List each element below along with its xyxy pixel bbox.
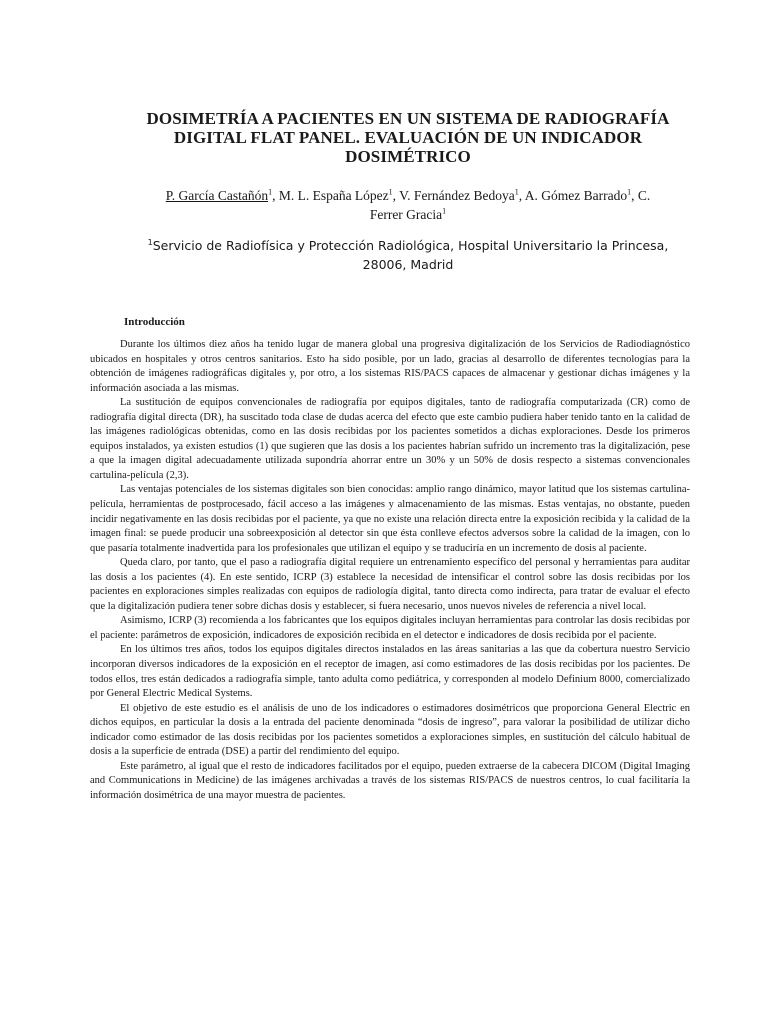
section-heading: Introducción: [124, 316, 185, 328]
paragraph: En los últimos tres años, todos los equipos digitales directos instalados en las áreas sanitarias a las que da cobertura nuestro Servicio incorporan diversos indicadores de la exposición en el receptor de imagen, así como estimadores de las dosis recibidas por los pacientes. De todos ellos, tres están dedicados a radiografía simple, tanto adulta como pediátrica, y corresponden al modelo Definium 8000, comercializado por General Electric Medical Systems.: [90, 644, 690, 700]
author-name: , C.: [631, 188, 651, 203]
paragraph: Las ventajas potenciales de los sistemas digitales son bien conocidas: amplio rango dinámico, mayor latitud que los sistemas cartulina-película, herramientas de postprocesado, fácil acceso a las imágenes y almacenamiento de las mismas. Estas ventajas, no obstante, pueden incidir negativamente en las dosis recibidas por el paciente, ya que no existe una relación directa entre la exposición recibida y la calidad de la imagen final: se puede producir una sobreexposición al detector sin que ésta conlleve efectos adversos sobre la calidad de la imagen, con lo que pasaría totalmente inadvertida para los profesionales que utilizan el equipo y se traduciría en un incremento de dosis al paciente.: [90, 484, 690, 554]
author-name: , M. L. España López: [272, 188, 389, 203]
affiliation-mark: 1: [627, 187, 632, 197]
affiliation-mark: 1: [442, 206, 447, 216]
paragraph: Este parámetro, al igual que el resto de indicadores facilitados por el equipo, pueden extraerse de la cabecera DICOM (Digital Imaging and Communications in Medicine) de las imágenes archivadas a través de los sistemas RIS/PACS de nuestros centros, lo cual facilitaría la información dosimétrica de una mayor muestra de pacientes.: [90, 760, 690, 801]
paragraph: Durante los últimos diez años ha tenido lugar de manera global una progresiva digitalización de los Servicios de Radiodiagnóstico ubicados en hospitales y otros centros sanitarios. Esto ha sido posible, por un lado, gracias al desarrollo de diferentes tecnologías para la obtención de imágenes radiográficas digitales y, por otro, a los sistemas RIS/PACS capaces de almacenar y gestionar dichas imágenes y la información asociada a las mismas.: [90, 339, 690, 394]
author-list: [118, 186, 698, 224]
author-name: , A. Gómez Barrado: [518, 188, 628, 203]
paper-title: [118, 109, 698, 166]
title-line: DIGITAL FLAT PANEL. EVALUACIÓN DE UN INDICADOR: [173, 128, 643, 147]
affiliation-mark: 1: [514, 187, 519, 197]
title-line: DOSIMÉTRICO: [345, 147, 471, 166]
author-name: , V. Fernández Bedoya: [392, 188, 515, 203]
paragraph: Queda claro, por tanto, que el paso a radiografía digital requiere un entrenamiento específico del personal y herramientas para auditar las dosis a los pacientes (4). En este sentido, ICRP (3) establece la necesidad de intensificar el control sobre las dosis recibidas por los pacientes en exploraciones simples realizadas con equipos de radiología digital, tanto directa como indirecta, para tratar de evaluar el efecto que la digitalización pudiera tener sobre dichas dosis y establecer, si fuera necesario, unos nuevos niveles de referencia a nivel local.: [90, 557, 690, 612]
title-line: DOSIMETRÍA A PACIENTES EN UN SISTEMA DE RADIOGRAFÍA: [146, 109, 670, 128]
affiliation-text: Servicio de Radiofísica y Protección Radiológica, Hospital Universitario la Princesa,: [152, 238, 669, 253]
affiliation: [118, 236, 698, 274]
paragraph: Asimismo, ICRP (3) recomienda a los fabricantes que los equipos digitales incluyan herramientas para controlar las dosis recibidas por el paciente: parámetros de exposición, indicadores de exposición recibida en el detector e indicadores de dosis recibida por el paciente.: [90, 615, 690, 641]
affiliation-mark: 1: [388, 187, 393, 197]
body-text: [90, 338, 690, 804]
affiliation-line: 28006, Madrid: [362, 257, 454, 272]
paragraph: La sustitución de equipos convencionales de radiografía por equipos digitales, tanto de radiografía computarizada (CR) como de radiografía digital directa (DR), ha suscitado toda clase de dudas acerca del efecto que este cambio pudiera haber tenido tanto en la calidad de las imágenes radiológicas obtenidas, como en las dosis recibidas por los pacientes sometidos a dichas exploraciones. Desde los primeros equipos instalados, ya existen estudios (1) que sugieren que las dosis a los pacientes habrían sufrido un incremento tras la digitalización, pese a que la imagen digital adecuadamente utilizada supondría ahorrar entre un 30% y un 50% de dosis respecto a sistemas convencionales cartulina-película (2,3).: [90, 397, 690, 481]
first-author: P. García Castañón: [165, 188, 269, 203]
author-line: [118, 186, 698, 205]
paragraph: El objetivo de este estudio es el análisis de uno de los indicadores o estimadores dosimétricos que proporciona General Electric en dichos equipos, en particular la dosis a la entrada del paciente denominada “dosis de ingreso”, para valorar la posibilidad de utilizar dicho indicador como estimador de las dosis recibidas por los pacientes sometidos a exploraciones simples, en sustitución del cálculo habitual de dosis a la superficie de entrada (DSE) a partir del rendimiento del equipo.: [90, 702, 690, 758]
affiliation-mark: 1: [268, 187, 273, 197]
author-name: Ferrer Gracia: [369, 207, 443, 222]
author-line: [118, 205, 698, 224]
affiliation-mark: 1: [147, 237, 153, 247]
affiliation-line: [118, 236, 698, 255]
